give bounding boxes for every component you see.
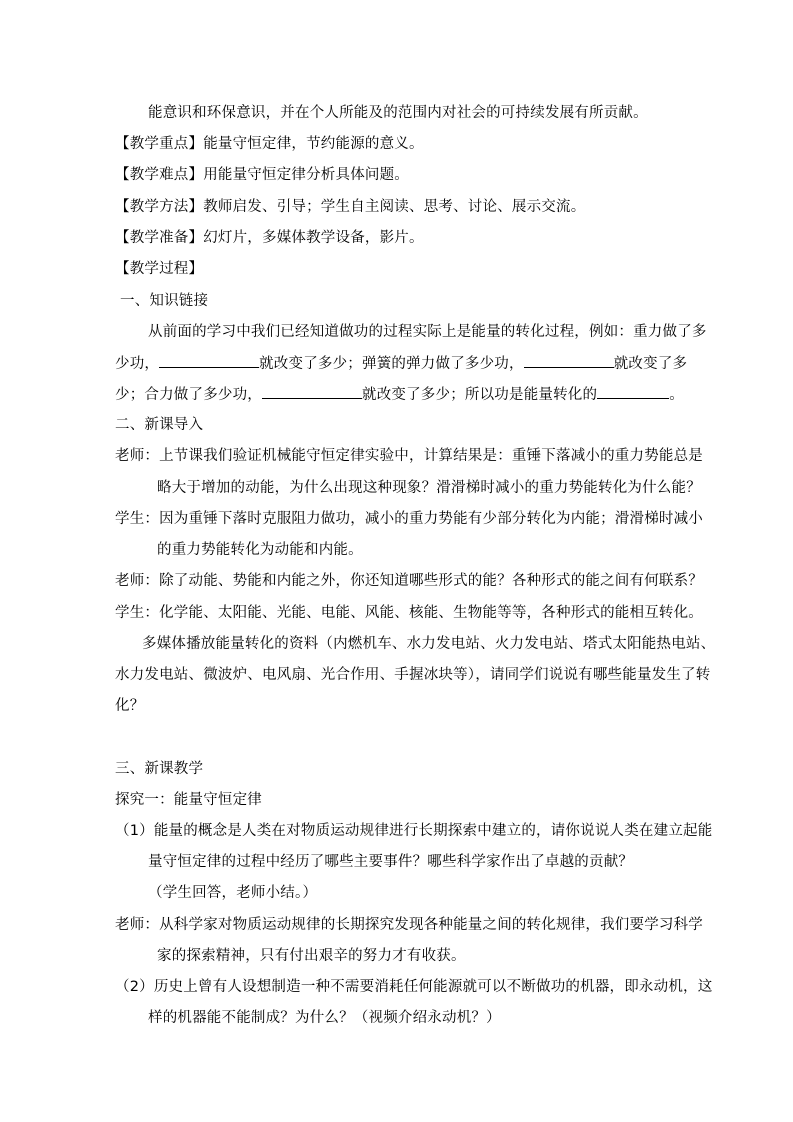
- note-line: （学生回答，老师小结。）: [148, 885, 318, 901]
- text-segment: 就改变了多少；所以功是能量转化的: [362, 387, 598, 403]
- answer-blank: [262, 384, 362, 399]
- question-line-cont: 量守恒定律的过程中经历了哪些主要事件？哪些科学家作出了卓越的贡献？: [148, 854, 634, 870]
- answer-blank: [159, 353, 259, 368]
- question-line: （1）能量的概念是人类在对物质运动规律进行长期探索中建立的，请你说说人类在建立起能: [115, 823, 713, 839]
- teacher-line: 老师：上节课我们验证机械能守恒定律实验中，计算结果是：重锤下落减小的重力势能总是: [115, 448, 703, 464]
- student-line-cont: 的重力势能转化为动能和内能。: [157, 542, 363, 558]
- inquiry-heading: 探究一：能量守恒定律: [115, 792, 262, 808]
- paragraph-line: 能意识和环保意识，并在个人所能及的范围内对社会的可持续发展有所贡献。: [148, 105, 648, 121]
- student-line: 学生：因为重锤下落时克服阻力做功，减小的重力势能有少部分转化为内能；滑滑梯时减小: [115, 511, 703, 527]
- text-segment: 就改变了多: [613, 356, 688, 372]
- text-segment: 少；合力做了多少功，: [115, 387, 262, 403]
- section-heading-1: 一、知识链接: [120, 293, 209, 309]
- teacher-line-cont: 家的探索精神，只有付出艰辛的努力才有收获。: [157, 948, 466, 964]
- student-line: 学生：化学能、太阳能、光能、电能、风能、核能、生物能等等，各种形式的能相互转化。: [115, 605, 703, 621]
- fill-blank-line: [115, 384, 684, 405]
- teacher-line: 老师：从科学家对物质运动规律的长期探究发现各种能量之间的转化规律，我们要学习科学: [115, 917, 703, 933]
- text-segment: 少功，: [115, 356, 160, 372]
- text-segment: 就改变了多少；弹簧的弹力做了多少功，: [259, 356, 524, 372]
- answer-blank: [597, 384, 669, 399]
- teacher-line: 老师：除了动能、势能和内能之外，你还知道哪些形式的能？各种形式的能之间有何联系？: [115, 573, 703, 589]
- paragraph-line: 水力发电站、微波炉、电风扇、光合作用、手握冰块等），请同学们说说有哪些能量发生了转: [115, 667, 711, 683]
- section-heading-2: 二、新课导入: [115, 417, 204, 433]
- text-segment: 。: [669, 387, 684, 403]
- key-points-line: 【教学重点】能量守恒定律，节约能源的意义。: [115, 136, 424, 152]
- preparation-line: 【教学准备】幻灯片，多媒体教学设备，影片。: [115, 230, 424, 246]
- paragraph-line: 化？: [115, 698, 145, 714]
- question-line-cont: 样的机器能不能制成？为什么？（视频介绍永动机？）: [148, 1010, 501, 1026]
- question-line: （2）历史上曾有人设想制造一种不需要消耗任何能源就可以不断做功的机器，即永动机，这: [115, 979, 713, 995]
- difficulties-line: 【教学难点】用能量守恒定律分析具体问题。: [115, 167, 409, 183]
- answer-blank: [524, 353, 614, 368]
- process-heading: 【教学过程】: [115, 261, 204, 277]
- methods-line: 【教学方法】教师启发、引导；学生自主阅读、思考、讨论、展示交流。: [115, 199, 586, 215]
- teacher-line-cont: 略大于增加的动能，为什么出现这种现象？滑滑梯时减小的重力势能转化为什么能？: [157, 480, 701, 496]
- section-heading-3: 三、新课教学: [115, 761, 204, 777]
- paragraph-line: 从前面的学习中我们已经知道做功的过程实际上是能量的转化过程，例如：重力做了多: [148, 324, 707, 340]
- fill-blank-line: [115, 353, 687, 374]
- paragraph-line: 多媒体播放能量转化的资料（内燃机车、水力发电站、火力发电站、塔式太阳能热电站、: [142, 636, 716, 652]
